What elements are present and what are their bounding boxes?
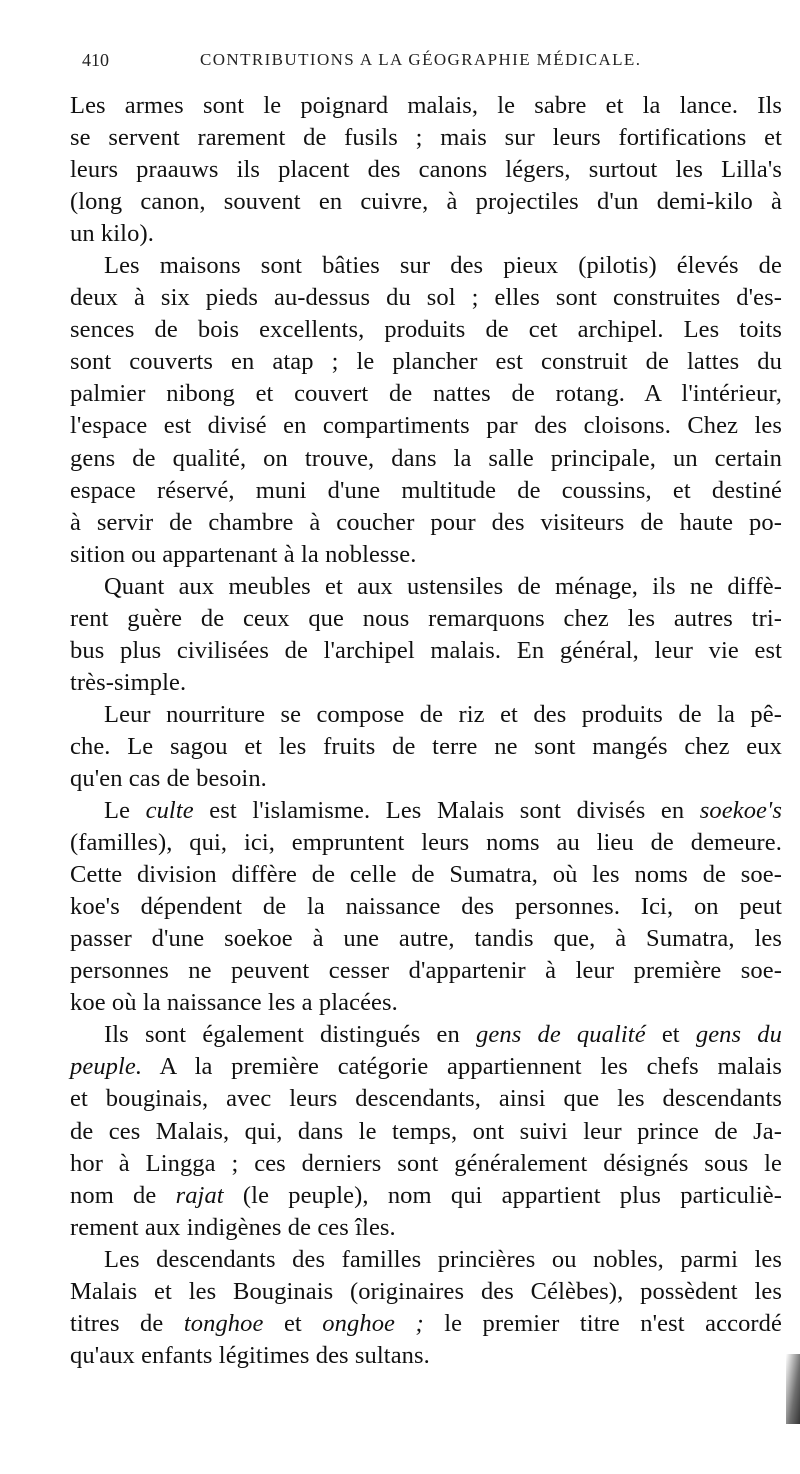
text-line <box>70 1244 782 1276</box>
text-line <box>70 1051 782 1083</box>
text-run: et <box>263 1309 323 1337</box>
text-run: est l'islamisme. Les Malais sont divisés en <box>193 797 700 825</box>
italic-text: gens de qualité <box>476 1021 646 1049</box>
text-run: koe où la naissance les a placées. <box>70 989 398 1017</box>
text-run: Cette division diffère de celle de Sumatra, où les noms de soe- <box>70 861 782 889</box>
italic-text: soekoe's <box>699 797 782 825</box>
text-run: un kilo). <box>70 220 154 248</box>
text-line <box>70 1276 782 1308</box>
text-line <box>70 90 782 122</box>
text-line <box>70 891 782 923</box>
text-run: Leur nourriture se compose de riz et des produits de la pê- <box>104 700 782 728</box>
text-run: (le peuple), nom qui appartient plus particuliè- <box>223 1181 782 1209</box>
text-line <box>70 987 782 1019</box>
text-run: Les armes sont le poignard malais, le sabre et la lance. Ils <box>70 92 782 119</box>
text-line <box>70 667 782 699</box>
text-run: nom de <box>70 1181 176 1209</box>
text-run: bus plus civilisées de l'archipel malais. En général, leur vie est <box>70 636 782 664</box>
text-line <box>70 1083 782 1115</box>
text-run: A la première catégorie appartiennent les chefs malais <box>142 1053 782 1081</box>
text-run: qu'en cas de besoin. <box>70 764 267 792</box>
italic-text: tonghoe <box>183 1309 264 1337</box>
text-run: et <box>645 1021 696 1049</box>
text-run: gens de qualité, on trouve, dans la salle principale, un certain <box>70 444 782 472</box>
text-run: Les descendants des familles princières ou nobles, parmi les <box>104 1245 782 1273</box>
text-run: espace réservé, muni d'une multitude de coussins, et destiné <box>70 476 782 504</box>
text-run: personnes ne peuvent cesser d'appartenir à leur première soe- <box>70 957 782 985</box>
text-line <box>70 122 782 154</box>
text-line <box>70 218 782 250</box>
text-run: che. Le sagou et les fruits de terre ne sont mangés chez eux <box>70 732 782 760</box>
text-line <box>70 475 782 507</box>
text-run: Les maisons sont bâties sur des pieux (pilotis) élevés de <box>104 252 782 280</box>
text-line <box>70 314 782 346</box>
text-line <box>70 346 782 378</box>
text-line <box>70 1148 782 1180</box>
text-line <box>70 955 782 987</box>
text-line <box>70 1308 782 1340</box>
text-run: qu'aux enfants légitimes des sultans. <box>70 1341 430 1369</box>
text-run: koe's dépendent de la naissance des personnes. Ici, on peut <box>70 893 782 921</box>
text-line <box>70 1212 782 1244</box>
page-edge-shadow <box>786 1354 800 1424</box>
running-head <box>72 50 762 74</box>
text-run: passer d'une soekoe à une autre, tandis que, à Sumatra, les <box>70 925 782 953</box>
text-run: Malais et les Bouginais (originaires des Célèbes), possèdent les <box>70 1277 782 1305</box>
text-run: palmier nibong et couvert de nattes de rotang. A l'intérieur, <box>70 380 782 408</box>
italic-text: gens du <box>695 1021 783 1049</box>
text-run: rement aux indigènes de ces îles. <box>70 1213 396 1241</box>
text-line <box>70 699 782 731</box>
text-run: titres de <box>70 1309 184 1337</box>
text-run: se servent rarement de fusils ; mais sur leurs fortifications et <box>70 124 782 152</box>
text-line <box>70 1019 782 1051</box>
text-run: hor à Lingga ; ces derniers sont généralement désignés sous le <box>70 1149 782 1177</box>
text-run: deux à six pieds au-dessus du sol ; elles sont construites d'es- <box>70 284 782 312</box>
text-line <box>70 795 782 827</box>
text-run: Quant aux meubles et aux ustensiles de ménage, ils ne diffè- <box>104 572 782 600</box>
body-text <box>70 90 782 1372</box>
text-line <box>70 154 782 186</box>
italic-text: onghoe ; <box>322 1309 424 1337</box>
text-run: (long canon, souvent en cuivre, à projectiles d'un demi-kilo à <box>70 188 782 216</box>
text-run: sition ou appartenant à la noblesse. <box>70 540 417 568</box>
text-line <box>70 1340 782 1372</box>
text-line <box>70 603 782 635</box>
italic-text: culte <box>145 797 194 825</box>
text-line <box>70 378 782 410</box>
text-line <box>70 763 782 795</box>
text-line <box>70 1116 782 1148</box>
text-line <box>70 571 782 603</box>
text-run: sont couverts en atap ; le plancher est construit de lattes du <box>70 348 782 376</box>
text-line <box>70 923 782 955</box>
text-line <box>70 250 782 282</box>
text-run: l'espace est divisé en compartiments par des cloisons. Chez les <box>70 412 782 440</box>
text-run: sences de bois excellents, produits de cet archipel. Les toits <box>70 316 782 344</box>
text-line <box>70 186 782 218</box>
text-run: (familles), qui, ici, empruntent leurs noms au lieu de demeure. <box>70 829 782 857</box>
text-run: rent guère de ceux que nous remarquons chez les autres tri- <box>70 604 782 632</box>
text-run: le premier titre n'est accordé <box>423 1309 782 1337</box>
page-number: 410 <box>82 50 109 70</box>
text-run: Ils sont également distingués en <box>104 1021 477 1049</box>
text-line <box>70 443 782 475</box>
text-line <box>70 827 782 859</box>
text-line <box>70 859 782 891</box>
text-line <box>70 1180 782 1212</box>
text-run: très-simple. <box>70 668 187 696</box>
text-line <box>70 507 782 539</box>
text-run: à servir de chambre à coucher pour des visiteurs de haute po- <box>70 508 782 536</box>
text-run: leurs praauws ils placent des canons légers, surtout les Lilla's <box>70 156 782 184</box>
text-line <box>70 539 782 571</box>
text-line <box>70 410 782 442</box>
text-line <box>70 282 782 314</box>
text-run: et bouginais, avec leurs descendants, ainsi que les descendants <box>70 1085 782 1113</box>
text-line <box>70 635 782 667</box>
italic-text: rajat <box>175 1181 224 1209</box>
running-title: CONTRIBUTIONS A LA GÉOGRAPHIE MÉDICALE. <box>200 50 642 69</box>
text-run: Le <box>104 797 146 825</box>
text-run: de ces Malais, qui, dans le temps, ont suivi leur prince de Ja- <box>70 1117 782 1145</box>
italic-text: peuple. <box>70 1053 143 1081</box>
text-line <box>70 731 782 763</box>
